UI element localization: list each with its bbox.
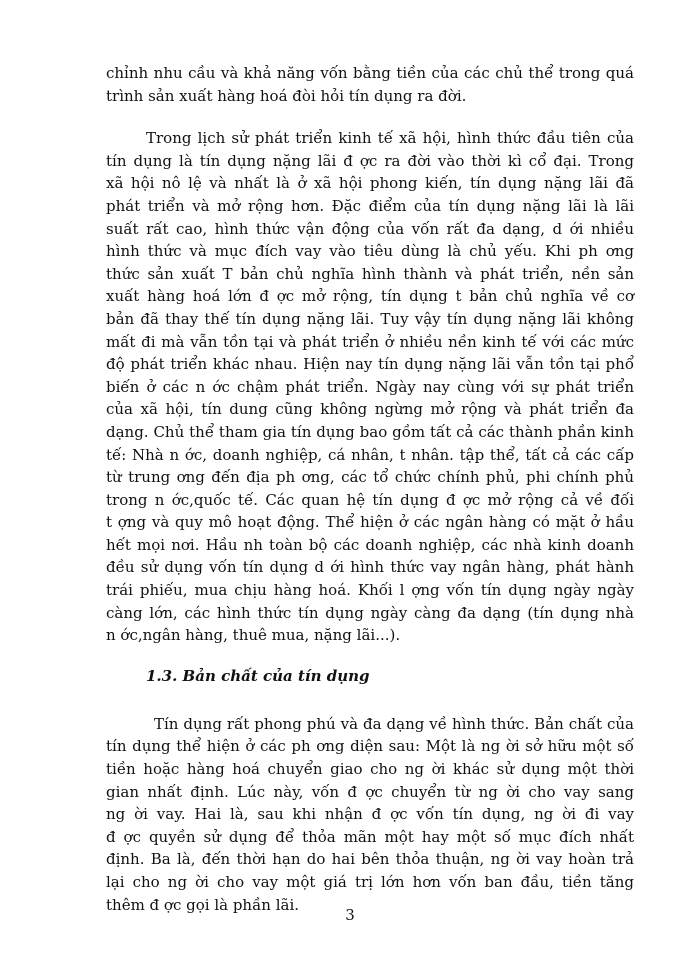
- text-line: phát triển và mở rộng hơn. Đặc điểm của tín dụng nặng lãi là lãi: [106, 196, 634, 215]
- text-line: lại cho ng ời cho vay một giá trị lớn hơn vốn ban đầu, tiền tăng: [106, 873, 634, 891]
- text-line: n ớc,ngân hàng, thuê mua, nặng lãi...).: [106, 626, 401, 645]
- text-line: hết mọi nơi. Hầu nh toàn bộ các doanh nghiệp, các nhà kinh doanh: [106, 535, 634, 554]
- text-line: đều sử dụng vốn tín dụng d ới hình thức vay ngân hàng, phát hành: [106, 558, 634, 577]
- text-line: chỉnh nhu cầu và khả năng vốn bằng tiền của các chủ thể trong quá: [106, 64, 634, 82]
- text-line: suất rất cao, hình thức vận động của vốn rất đa dạng, d ới nhiều: [106, 219, 634, 238]
- text-line: xã hội nô lệ và nhất là ở xã hội phong kiến, tín dụng nặng lãi đã: [106, 174, 634, 193]
- text-line: xuất hàng hoá lớn đ ợc mở rộng, tín dụng t bản chủ nghĩa về cơ: [106, 287, 634, 306]
- paragraph-nature: [106, 713, 634, 916]
- paragraph-intro-continuation: [106, 62, 634, 107]
- text-line: Tín dụng rất phong phú và đa dạng về hình thức. Bản chất của: [154, 714, 634, 733]
- text-line: đ ợc quyền sử dụng để thỏa mãn một hay một số mục đích nhất: [106, 827, 634, 846]
- paragraph-history: [106, 127, 634, 647]
- text-line: tín dụng là tín dụng nặng lãi đ ợc ra đời vào thời kì cổ đại. Trong: [106, 151, 634, 170]
- text-line: càng lớn, các hình thức tín dụng ngày càng đa dạng (tín dụng nhà: [106, 603, 634, 622]
- text-line: từ trung ơng đến địa ph ơng, các tổ chức chính phủ, phi chính phủ: [106, 468, 634, 487]
- text-line: bản đã thay thế tín dụng nặng lãi. Tuy vậy tín dụng nặng lãi không: [106, 309, 634, 328]
- text-line: mất đi mà vẫn tồn tại và phát triển ở nhiều nền kinh tế với các mức: [106, 332, 634, 351]
- document-page: [106, 62, 634, 916]
- text-line: thêm đ ợc gọi là phần lãi.: [106, 895, 300, 914]
- text-line: tiền hoặc hàng hoá chuyển giao cho ng ời khác sử dụng một thời: [106, 760, 634, 779]
- text-line: Trong lịch sử phát triển kinh tế xã hội, hình thức đầu tiên của: [146, 129, 634, 148]
- text-line: trình sản xuất hàng hoá đòi hỏi tín dụng ra đời.: [106, 86, 467, 105]
- text-line: dạng. Chủ thể tham gia tín dụng bao gồm tất cả các thành phần kinh: [106, 422, 634, 441]
- text-line: thức sản xuất T bản chủ nghĩa hình thành và phát triển, nền sản: [106, 264, 634, 283]
- text-line: độ phát triển khác nhau. Hiện nay tín dụng nặng lãi vẫn tồn tại phổ: [106, 355, 634, 374]
- text-line: biến ở các n ớc chậm phát triển. Ngày nay cùng với sự phát triển: [106, 377, 634, 396]
- text-line: gian nhất định. Lúc này, vốn đ ợc chuyển từ ng ời cho vay sang: [106, 782, 634, 801]
- text-line: tế: Nhà n ớc, doanh nghiệp, cá nhân, t nhân. tập thể, tất cả các cấp: [106, 445, 634, 464]
- text-line: trái phiếu, mua chịu hàng hoá. Khối l ợng vốn tín dụng ngày ngày: [106, 581, 634, 600]
- text-line: hình thức và mục đích vay vào tiêu dùng là chủ yếu. Khi ph ơng: [106, 242, 634, 261]
- text-line: của xã hội, tín dung cũng không ngừng mở rộng và phát triển đa: [106, 400, 634, 419]
- text-line: t ợng và quy mô hoạt động. Thể hiện ở các ngân hàng có mặt ở hầu: [106, 513, 634, 532]
- text-line: định. Ba là, đến thời hạn do hai bên thỏa thuận, ng ời vay hoàn trả: [106, 850, 634, 869]
- text-line: trong n ớc,quốc tế. Các quan hệ tín dụng đ ợc mở rộng cả về đối: [106, 490, 634, 509]
- section-heading: 1.3. Bản chất của tín dụng: [146, 666, 370, 685]
- text-line: ng ời vay. Hai là, sau khi nhận đ ợc vốn tín dụng, ng ời đi vay: [106, 805, 634, 824]
- page-number: 3: [345, 906, 355, 924]
- text-line: tín dụng thể hiện ở các ph ơng diện sau: Một là ng ời sở hữu một số: [106, 737, 634, 756]
